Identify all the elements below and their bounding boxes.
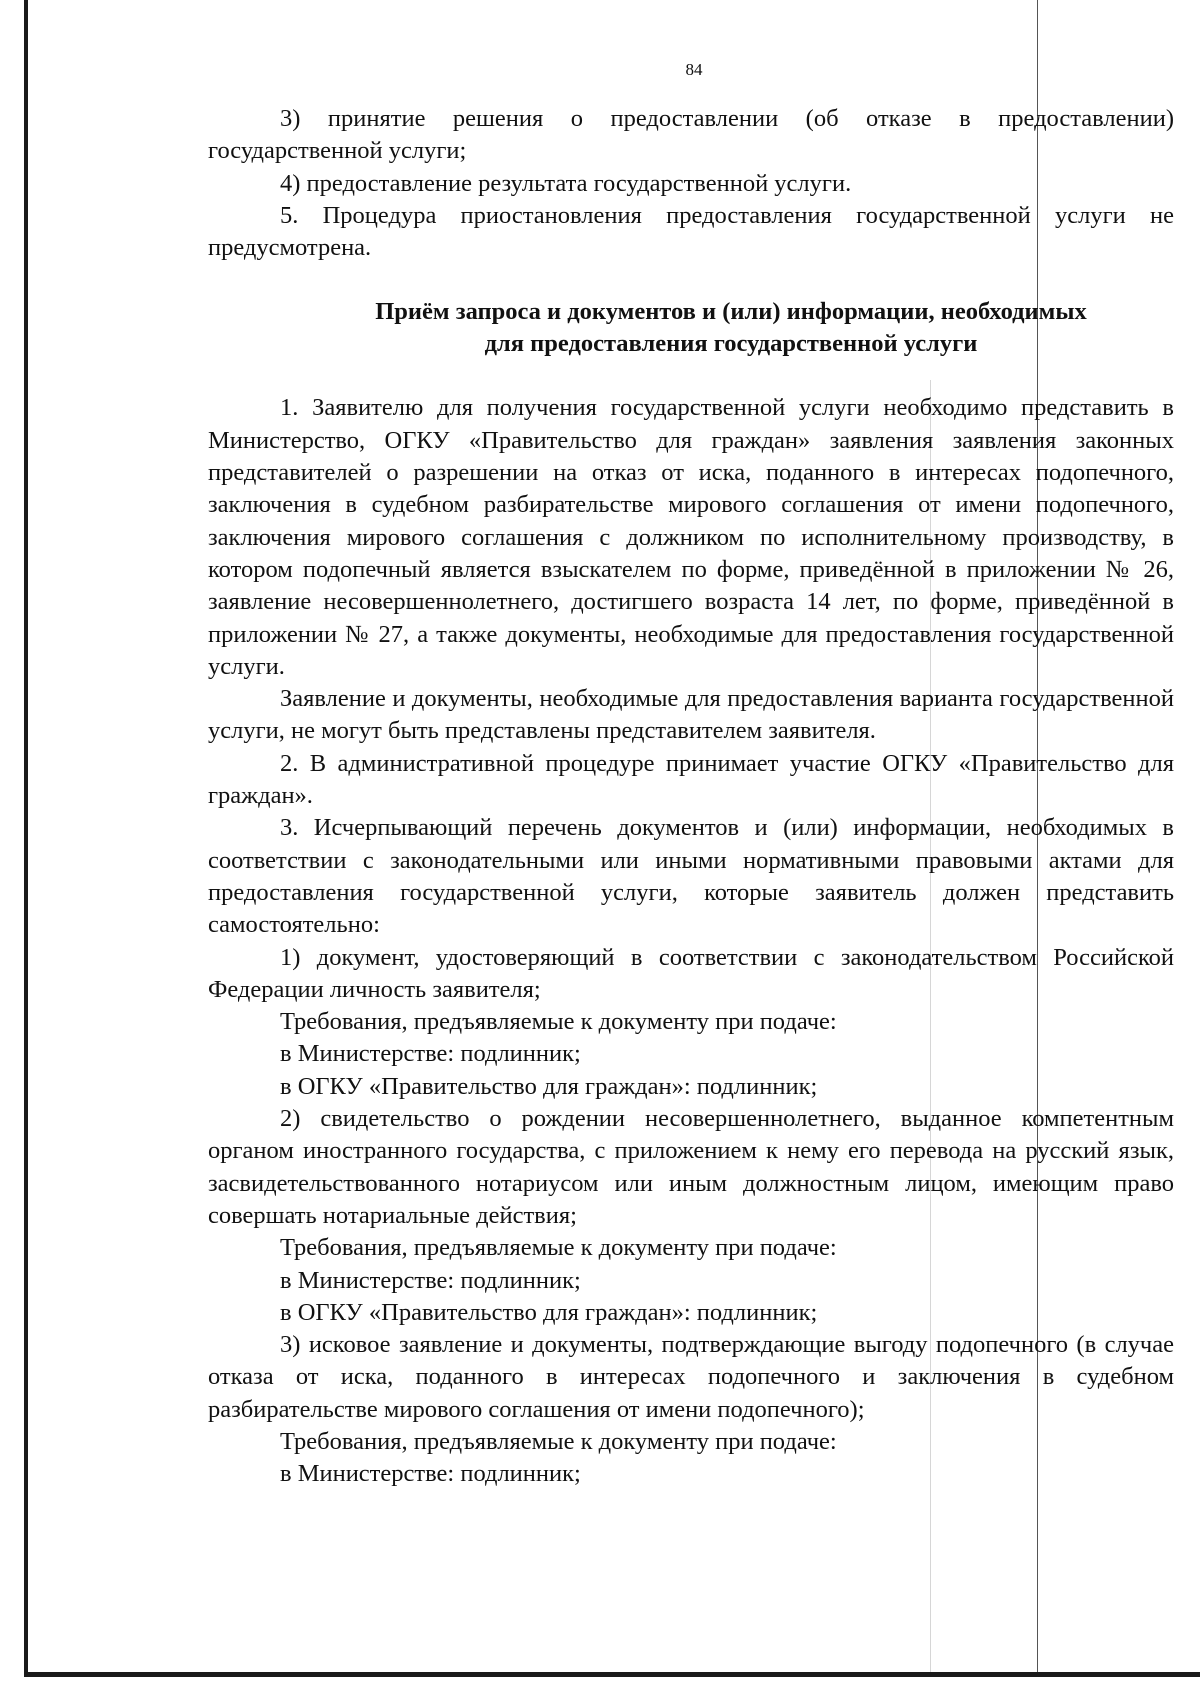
paragraph: в Министерстве: подлинник;: [280, 1040, 581, 1068]
paragraph: 2) свидетельство о рождении несовершеннолетнего, выданное компетентным органом иностранного государства, с приложением к нему его перевода на русский язык, засвидетельствованного нотариусом или иным должностным лицом, имеющим право совершать нотариальные действия;: [208, 1105, 1174, 1229]
page-number: 84: [685, 60, 703, 79]
paragraph: в Министерстве: подлинник;: [280, 1266, 581, 1294]
section-heading-line: для предоставления государственной услуги: [484, 330, 978, 358]
paragraph: Заявление и документы, необходимые для предоставления варианта государственной услуги, не могут быть представлены представителем заявителя.: [208, 685, 1174, 745]
paragraph: 1) документ, удостоверяющий в соответствии с законодательством Российской Федерации личность заявителя;: [208, 943, 1174, 1003]
document-body: [208, 103, 1174, 1491]
paragraph: Требования, предъявляемые к документу при подаче:: [280, 1008, 837, 1036]
section-heading-line: Приём запроса и документов и (или) информации, необходимых: [375, 298, 1087, 326]
scan-left-edge: [24, 0, 28, 1676]
paragraph: 4) предоставление результата государственной услуги.: [280, 169, 852, 197]
paragraph: 1. Заявителю для получения государственной услуги необходимо представить в Министерство, ОГКУ «Правительство для граждан» заявления заявления законных представителей о разрешении на отказ от иска, поданного в интересах подопечного, заключения в судебном разбирательстве мирового соглашения от имени подопечного, заключения мирового соглашения с должником по исполнительному производству, в котором подопечный является взыскателем по форме, приведённой в приложении № 26, заявление несовершеннолетнего, достигшего возраста 14 лет, по форме, приведённой в приложении № 27, а также документы, необходимые для предоставления государственной услуги.: [208, 394, 1174, 680]
paragraph: 3) исковое заявление и документы, подтверждающие выгоду подопечного (в случае отказа от иска, поданного в интересах подопечного и заключения в судебном разбирательстве мирового соглашения от имени подопечного);: [208, 1331, 1174, 1423]
scan-bottom-edge: [24, 1672, 1200, 1677]
paragraph: Требования, предъявляемые к документу при подаче:: [280, 1234, 837, 1262]
paragraph: 3. Исчерпывающий перечень документов и (или) информации, необходимых в соответствии с законодательными или иными нормативными правовыми актами для предоставления государственной услуги, которые заявитель должен представить самостоятельно:: [208, 814, 1174, 939]
paragraph: 2. В административной процедуре принимает участие ОГКУ «Правительство для граждан».: [208, 749, 1174, 810]
paragraph: в ОГКУ «Правительство для граждан»: подлинник;: [280, 1298, 818, 1326]
paragraph: Требования, предъявляемые к документу при подаче:: [280, 1427, 837, 1455]
paragraph: 3) принятие решения о предоставлении (об отказе в предоставлении) государственной услуги;: [208, 105, 1174, 165]
paragraph: в ОГКУ «Правительство для граждан»: подлинник;: [280, 1072, 818, 1100]
paragraph: в Министерстве: подлинник;: [280, 1460, 581, 1488]
section-heading: [208, 296, 1174, 360]
paragraph: 5. Процедура приостановления предоставления государственной услуги не предусмотрена.: [208, 201, 1174, 262]
